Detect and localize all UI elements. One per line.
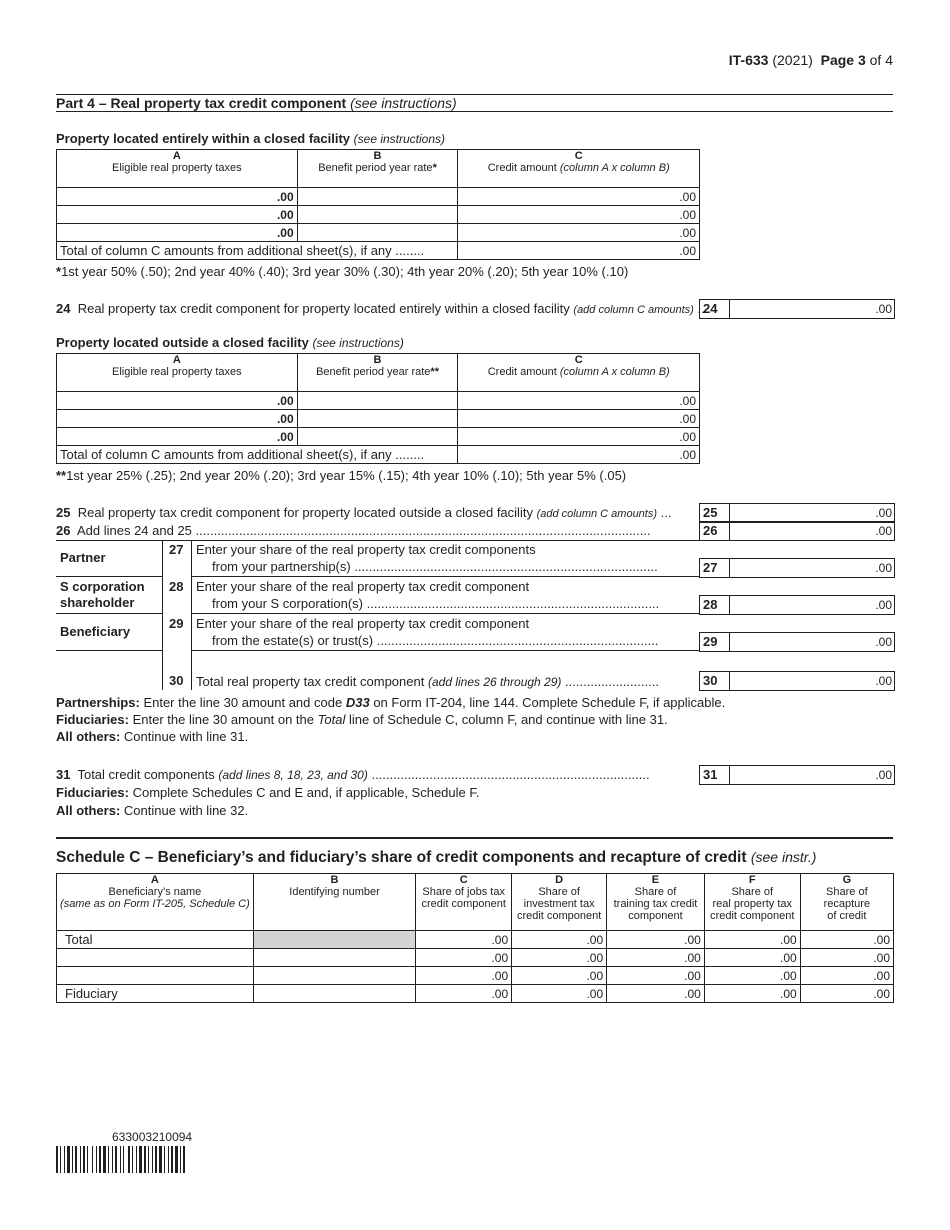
identifying-number-input[interactable] [253,949,415,967]
total-input[interactable]: .00 [458,446,700,464]
column-header-c: C Share of jobs tax credit component [416,874,512,931]
column-header-a: A Eligible real property taxes [57,150,298,188]
table-row [57,949,894,967]
share-amount-input[interactable]: .00 [800,967,893,985]
identifying-number-input[interactable] [253,985,415,1003]
beneficiary-name-input[interactable]: Fiduciary [57,985,254,1003]
share-amount-input[interactable]: .00 [704,985,800,1003]
column-b-input[interactable] [297,392,458,410]
line-31-label: 31 Total credit components (add lines 8, 18, 23, and 30) ............................................................................. [56,767,650,782]
share-amount-input[interactable]: .00 [416,985,512,1003]
identifying-number-input [253,931,415,949]
column-header-b: B Benefit period year rate* [297,150,458,188]
group-label: Beneficiary [56,614,163,651]
page-header [729,52,893,68]
table-row [57,428,700,446]
share-amount-input[interactable]: .00 [512,949,607,967]
group-label: Partner [56,540,163,577]
line-text: from the estate(s) or trust(s) .............................................................................. [212,633,659,648]
share-amount-input[interactable]: .00 [512,985,607,1003]
share-amount-input[interactable]: .00 [800,985,893,1003]
outside-facility-heading: Property located outside a closed facility (see instructions) [56,335,404,350]
column-b-input[interactable] [297,410,458,428]
group-label: S corporation shareholder [56,577,163,614]
column-a-input[interactable]: .00 [57,392,298,410]
share-amount-input[interactable]: .00 [704,931,800,949]
line-31-field[interactable]: 31 .00 [699,765,895,785]
share-amount-input[interactable]: .00 [607,967,705,985]
share-amount-input[interactable]: .00 [416,931,512,949]
column-header-c: C Credit amount (column A x column B) [458,150,700,188]
share-amount-input[interactable]: .00 [416,967,512,985]
column-b-input[interactable] [297,428,458,446]
page-number: Page 3 [820,52,866,68]
column-b-input[interactable] [297,224,458,242]
column-a-input[interactable]: .00 [57,224,298,242]
divider [56,111,893,112]
table-row [57,931,894,949]
total-input[interactable]: .00 [458,242,700,260]
share-amount-input[interactable]: .00 [800,931,893,949]
share-amount-input[interactable]: .00 [704,949,800,967]
share-amount-input[interactable]: .00 [512,967,607,985]
part4-title: Part 4 – Real property tax credit component (see instructions) [56,95,457,111]
column-a-input[interactable]: .00 [57,428,298,446]
table-row [57,410,700,428]
column-c-input[interactable]: .00 [458,410,700,428]
beneficiary-name-input[interactable]: Total [57,931,254,949]
closed-footnote: *1st year 50% (.50); 2nd year 40% (.40); 3rd year 30% (.30); 4th year 20% (.20); 5th year 10% (.10) [56,264,629,279]
column-c-input[interactable]: .00 [458,224,700,242]
line27-field[interactable]: 27 .00 [699,558,895,578]
outside-footnote: **1st year 25% (.25); 2nd year 20% (.20); 3rd year 15% (.15); 4th year 10% (.10); 5th year 5% (.05) [56,468,627,483]
line30-field[interactable]: 30 .00 [699,671,895,691]
line29-field[interactable]: 29 .00 [699,632,895,652]
column-header-e: E Share of training tax credit component [607,874,705,931]
line-24-field[interactable]: 24 .00 [699,299,895,319]
table-row [57,967,894,985]
instructions-line31: Fiduciaries: Complete Schedules C and E and, if applicable, Schedule F. All others: Continue with line 32. [56,785,480,818]
column-header-b: B Benefit period year rate** [297,354,458,392]
line-text: Enter your share of the real property tax credit components [196,542,536,557]
column-header-a: A Eligible real property taxes [57,354,298,392]
column-a-input[interactable]: .00 [57,410,298,428]
share-amount-input[interactable]: .00 [607,949,705,967]
schedule-c-title: Schedule C – Beneficiary’s and fiduciary’s share of credit components and recapture of credit (see instr.) [56,849,817,866]
schedule-c-table [56,873,894,1003]
column-header-c: C Credit amount (column A x column B) [458,354,700,392]
line-25-label: 25 Real property tax credit component for property located outside a closed facility (add column C amounts) ... [56,505,672,520]
form-year: (2021) [772,52,813,68]
column-b-input[interactable] [297,188,458,206]
line-number: 27 [163,540,192,577]
column-header-f: F Share of real property tax credit component [704,874,800,931]
table-row [57,206,700,224]
line-30-label: Total real property tax credit component (add lines 26 through 29) .......................... [196,674,659,689]
column-header-b: B Identifying number [253,874,415,931]
identifying-number-input[interactable] [253,967,415,985]
table-row [57,985,894,1003]
column-header-a: A Beneficiary’s name (same as on Form IT-205, Schedule C) [57,874,254,931]
table-row [57,224,700,242]
line-text: Enter your share of the real property tax credit component [196,579,530,594]
table-row [57,392,700,410]
line-number: 28 [163,577,192,614]
line-24-label: 24 Real property tax credit component for property located entirely within a closed facility (add column C amounts) .. [56,301,705,316]
line-text: from your partnership(s) .................................................................................... [212,559,658,574]
line-number: 29 [163,614,192,651]
line28-field[interactable]: 28 .00 [699,595,895,615]
column-c-input[interactable]: .00 [458,428,700,446]
line-text: from your S corporation(s) ................................................................................. [212,596,660,611]
share-amount-input[interactable]: .00 [800,949,893,967]
column-a-input[interactable]: .00 [57,188,298,206]
column-header-g: G Share of recapture of credit [800,874,893,931]
instructions-line30: Partnerships: Enter the line 30 amount and code D33 on Form IT-204, line 144. Complete Schedule F, if applicable. Fiduciaries: Enter the line 30 amount on the Total line of Schedule C, column F, and continue with line 31. All others: Continue with line 31. [56,695,726,744]
column-a-input[interactable]: .00 [57,206,298,224]
line-26-field[interactable]: 26 .00 [699,521,895,541]
share-amount-input[interactable]: .00 [607,931,705,949]
barcode-number: 633003210094 [112,1130,193,1144]
page-of: of 4 [869,52,893,68]
beneficiary-name-input[interactable] [57,949,254,967]
share-amount-input[interactable]: .00 [607,985,705,1003]
barcode-icon [56,1146,241,1173]
column-c-input[interactable]: .00 [458,392,700,410]
divider [56,837,893,839]
share-amount-input[interactable]: .00 [416,949,512,967]
column-header-d: D Share of investment tax credit component [512,874,607,931]
closed-facility-table [56,149,700,260]
outside-facility-table [56,353,700,464]
line-number: 30 [163,651,192,690]
share-amount-input[interactable]: .00 [512,931,607,949]
column-b-input[interactable] [297,206,458,224]
line-25-field[interactable]: 25 .00 [699,503,895,523]
total-label: Total of column C amounts from additional sheet(s), if any ........ [57,446,458,464]
line-text: Enter your share of the real property tax credit component [196,616,530,631]
total-label: Total of column C amounts from additional sheet(s), if any ........ [57,242,458,260]
share-amount-input[interactable]: .00 [704,967,800,985]
closed-facility-heading: Property located entirely within a closed facility (see instructions) [56,131,446,146]
column-c-input[interactable]: .00 [458,188,700,206]
table-row [57,188,700,206]
form-number: IT-633 [728,52,769,68]
beneficiary-name-input[interactable] [57,967,254,985]
group-label [56,651,163,690]
column-c-input[interactable]: .00 [458,206,700,224]
line-26-label: 26 Add lines 24 and 25 .............................................................................................................................. [56,523,651,538]
